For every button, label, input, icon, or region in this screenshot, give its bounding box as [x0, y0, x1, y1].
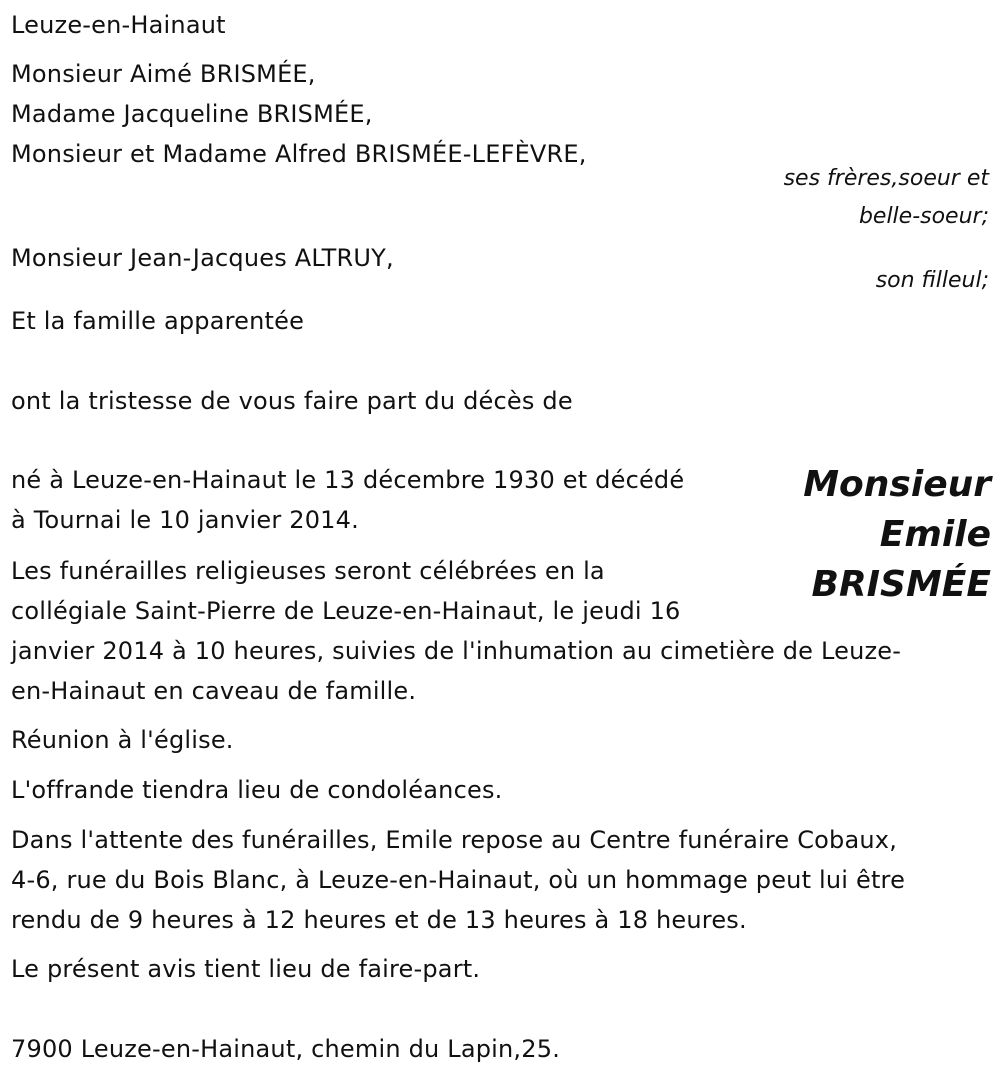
offering-text: L'offrande tiendra lieu de condoléances.	[11, 776, 503, 804]
address: 7900 Leuze-en-Hainaut, chemin du Lapin,25.	[11, 1035, 561, 1063]
notice-text: Le présent avis tient lieu de faire-part.	[11, 955, 481, 983]
funeral-line-2: collégiale Saint-Pierre de Leuze-en-Hainaut, le jeudi 16	[11, 597, 681, 625]
deceased-last-name: BRISMÉE	[811, 564, 991, 605]
deceased-first-name: Emile	[879, 514, 991, 555]
funeral-line-4: en-Hainaut en caveau de famille.	[11, 677, 417, 705]
rest-line-1: Dans l'attente des funérailles, Emile repose au Centre funéraire Cobaux,	[11, 826, 898, 854]
meeting-text: Réunion à l'église.	[11, 726, 234, 754]
rest-line-3: rendu de 9 heures à 12 heures et de 13 heures à 18 heures.	[11, 906, 747, 934]
birth-line-2: à Tournai le 10 janvier 2014.	[11, 506, 359, 534]
family-member-3: Monsieur et Madame Alfred BRISMÉE-LEFÈVRE,	[11, 140, 587, 168]
funeral-line-1: Les funérailles religieuses seront célébrées en la	[11, 557, 605, 585]
announcement-text: ont la tristesse de vous faire part du décès de	[11, 387, 573, 415]
rest-line-2: 4-6, rue du Bois Blanc, à Leuze-en-Hainaut, où un hommage peut lui être	[11, 866, 906, 894]
relation-siblings: ses frères,soeur et	[783, 166, 989, 191]
birth-line-1: né à Leuze-en-Hainaut le 13 décembre 1930 et décédé	[11, 466, 685, 494]
relation-godson: son filleul;	[875, 268, 989, 293]
town-header: Leuze-en-Hainaut	[11, 11, 226, 39]
family-member-2: Madame Jacqueline BRISMÉE,	[11, 100, 373, 128]
family-member-1: Monsieur Aimé BRISMÉE,	[11, 60, 316, 88]
family-member-4: Monsieur Jean-Jacques ALTRUY,	[11, 244, 394, 272]
relation-sister-in-law: belle-soeur;	[858, 204, 989, 229]
funeral-line-3: janvier 2014 à 10 heures, suivies de l'inhumation au cimetière de Leuze-	[11, 637, 902, 665]
deceased-name	[731, 460, 991, 610]
extended-family: Et la famille apparentée	[11, 307, 305, 335]
deceased-title: Monsieur	[803, 464, 991, 505]
